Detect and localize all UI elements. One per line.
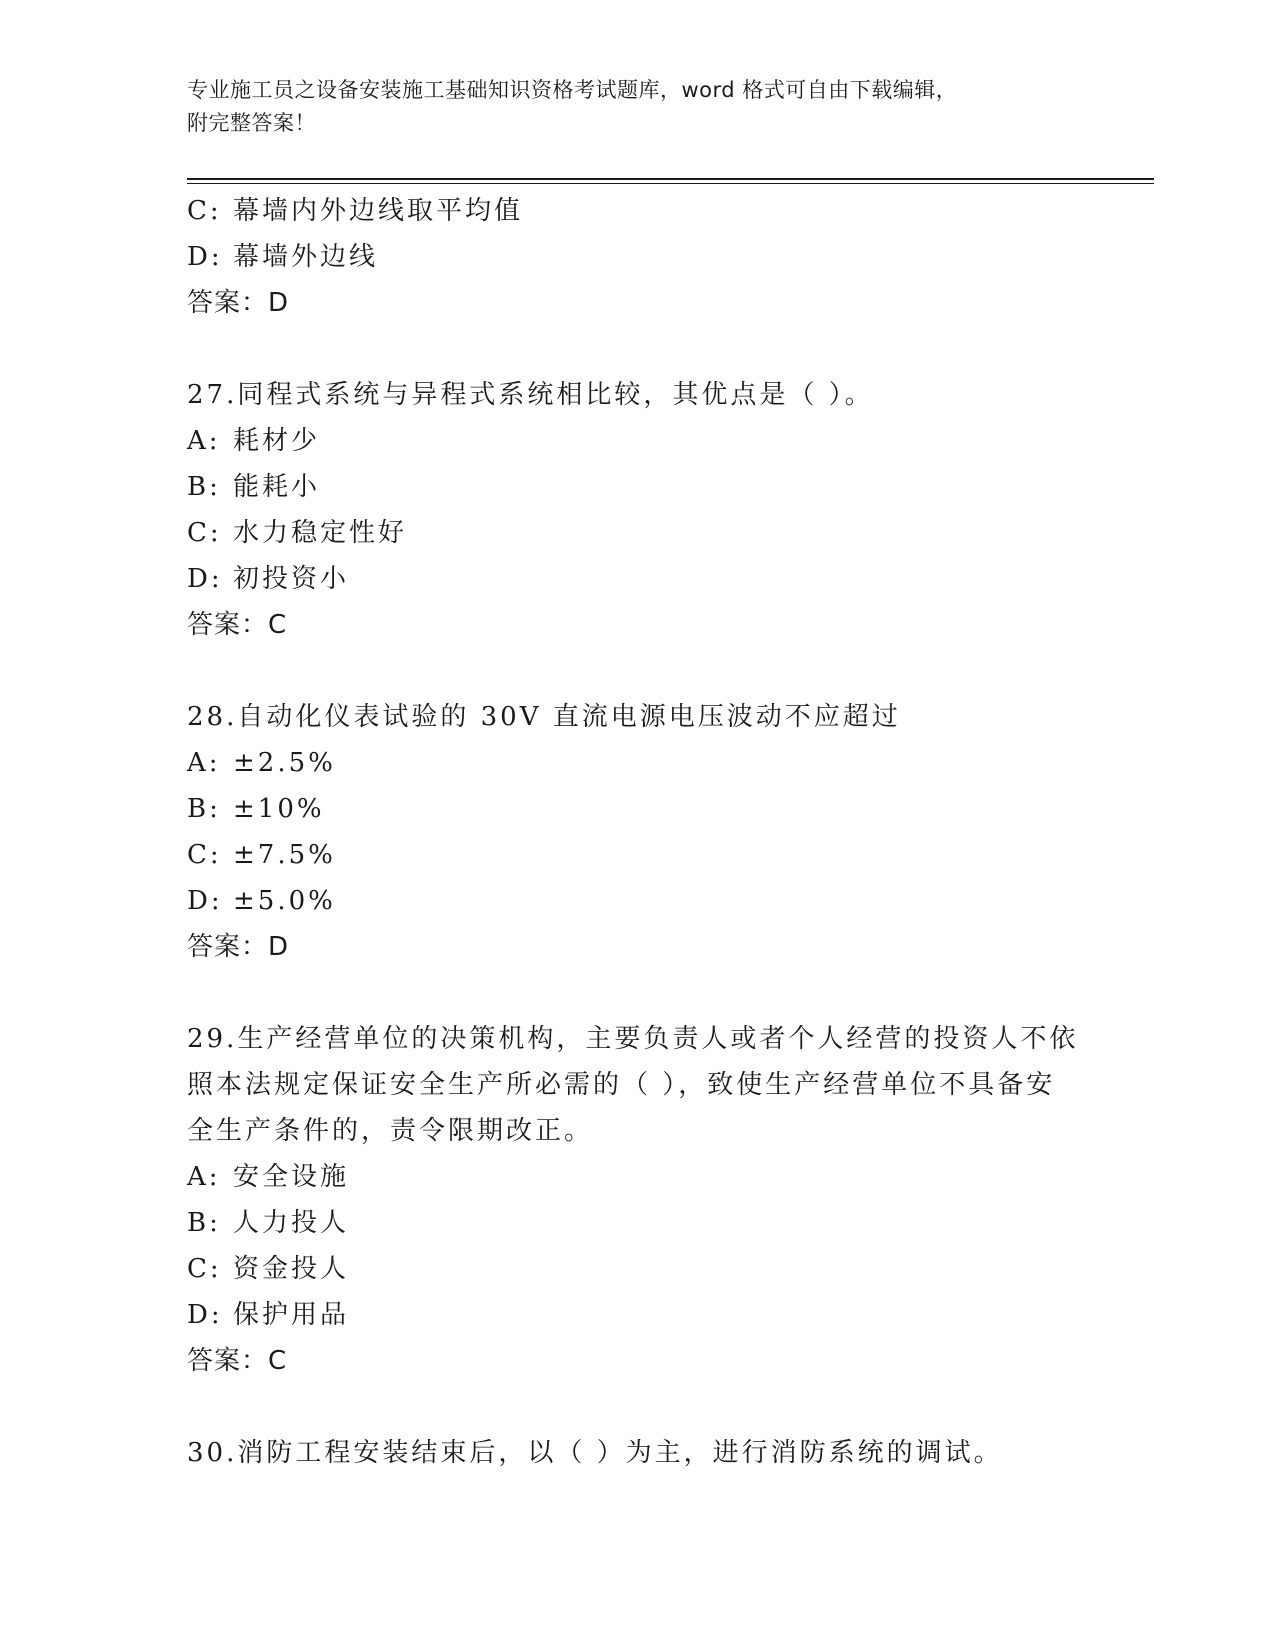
question-27: [187, 372, 1087, 648]
question-28: [187, 694, 1087, 970]
question-text: 同程式系统与异程式系统相比较，其优点是（ ）。: [237, 380, 874, 410]
option-letter: D:: [187, 886, 223, 916]
option-letter: C:: [187, 840, 222, 870]
option-text: 幕墙外边线: [233, 242, 379, 272]
option-a: [187, 740, 1087, 786]
option-letter: A:: [187, 1162, 221, 1192]
option-letter: D:: [187, 564, 223, 594]
option-c: [187, 510, 1087, 556]
header-divider-thin: [187, 183, 1154, 184]
question-stem: [187, 1430, 1087, 1476]
option-text: ±10%: [233, 794, 325, 824]
option-d: [187, 234, 1087, 280]
answer-line: 答案：D: [187, 932, 290, 962]
prev-question-block: [187, 188, 1087, 326]
option-text: 保护用品: [233, 1300, 350, 1330]
answer-line: 答案：C: [187, 1346, 288, 1376]
option-letter: D:: [187, 242, 223, 272]
option-text: 安全设施: [233, 1162, 350, 1192]
question-stem: [187, 372, 1087, 418]
option-d: [187, 878, 1087, 924]
question-30: [187, 1430, 1087, 1476]
option-c: [187, 1246, 1087, 1292]
question-stem: [187, 694, 1087, 740]
answer-line: 答案：C: [187, 610, 288, 640]
question-text: 消防工程安装结束后，以（ ）为主，进行消防系统的调试。: [237, 1438, 1003, 1468]
option-text: 人力投人: [233, 1208, 350, 1238]
document-header: [187, 74, 1087, 140]
option-a: [187, 1154, 1087, 1200]
option-d: [187, 556, 1087, 602]
option-text: ±2.5%: [233, 748, 336, 778]
option-letter: B:: [187, 794, 221, 824]
question-29: [187, 1016, 1087, 1384]
option-letter: B:: [187, 1208, 221, 1238]
option-letter: C:: [187, 1254, 222, 1284]
header-line-1: 专业施工员之设备安装施工基础知识资格考试题库，word 格式可自由下载编辑，: [187, 78, 958, 102]
option-letter: D:: [187, 1300, 223, 1330]
header-line-2: 附完整答案！: [187, 111, 316, 135]
option-b: [187, 1200, 1087, 1246]
option-letter: A:: [187, 426, 221, 456]
option-c: [187, 832, 1087, 878]
question-stem-line-3: 全生产条件的，责令限期改正。: [187, 1116, 594, 1146]
option-b: [187, 464, 1087, 510]
question-text: 自动化仪表试验的 30V 直流电源电压波动不应超过: [237, 702, 901, 732]
question-number: 27.: [187, 380, 238, 410]
question-stem-line-2: 照本法规定保证安全生产所必需的（ ），致使生产经营单位不具备安: [187, 1070, 1056, 1100]
question-list: [187, 188, 1087, 1476]
option-a: [187, 418, 1087, 464]
option-text: ±7.5%: [233, 840, 336, 870]
option-c: [187, 188, 1087, 234]
option-text: 幕墙内外边线取平均值: [233, 196, 524, 226]
option-b: [187, 786, 1087, 832]
answer-line: 答案：D: [187, 288, 290, 318]
option-text: 耗材少: [233, 426, 321, 456]
question-number: 28.: [187, 702, 238, 732]
question-number: 29.: [187, 1024, 238, 1054]
question-number: 30.: [187, 1438, 238, 1468]
option-letter: C:: [187, 518, 222, 548]
question-text: 生产经营单位的决策机构，主要负责人或者个人经营的投资人不依: [237, 1024, 1079, 1054]
option-text: 初投资小: [233, 564, 350, 594]
question-stem-line-1: [187, 1016, 1087, 1062]
option-letter: C:: [187, 196, 222, 226]
option-letter: A:: [187, 748, 221, 778]
option-d: [187, 1292, 1087, 1338]
option-text: 资金投人: [233, 1254, 350, 1284]
option-text: 水力稳定性好: [233, 518, 408, 548]
option-text: ±5.0%: [233, 886, 336, 916]
option-text: 能耗小: [233, 472, 321, 502]
option-letter: B:: [187, 472, 221, 502]
header-divider-thick: [187, 178, 1154, 180]
